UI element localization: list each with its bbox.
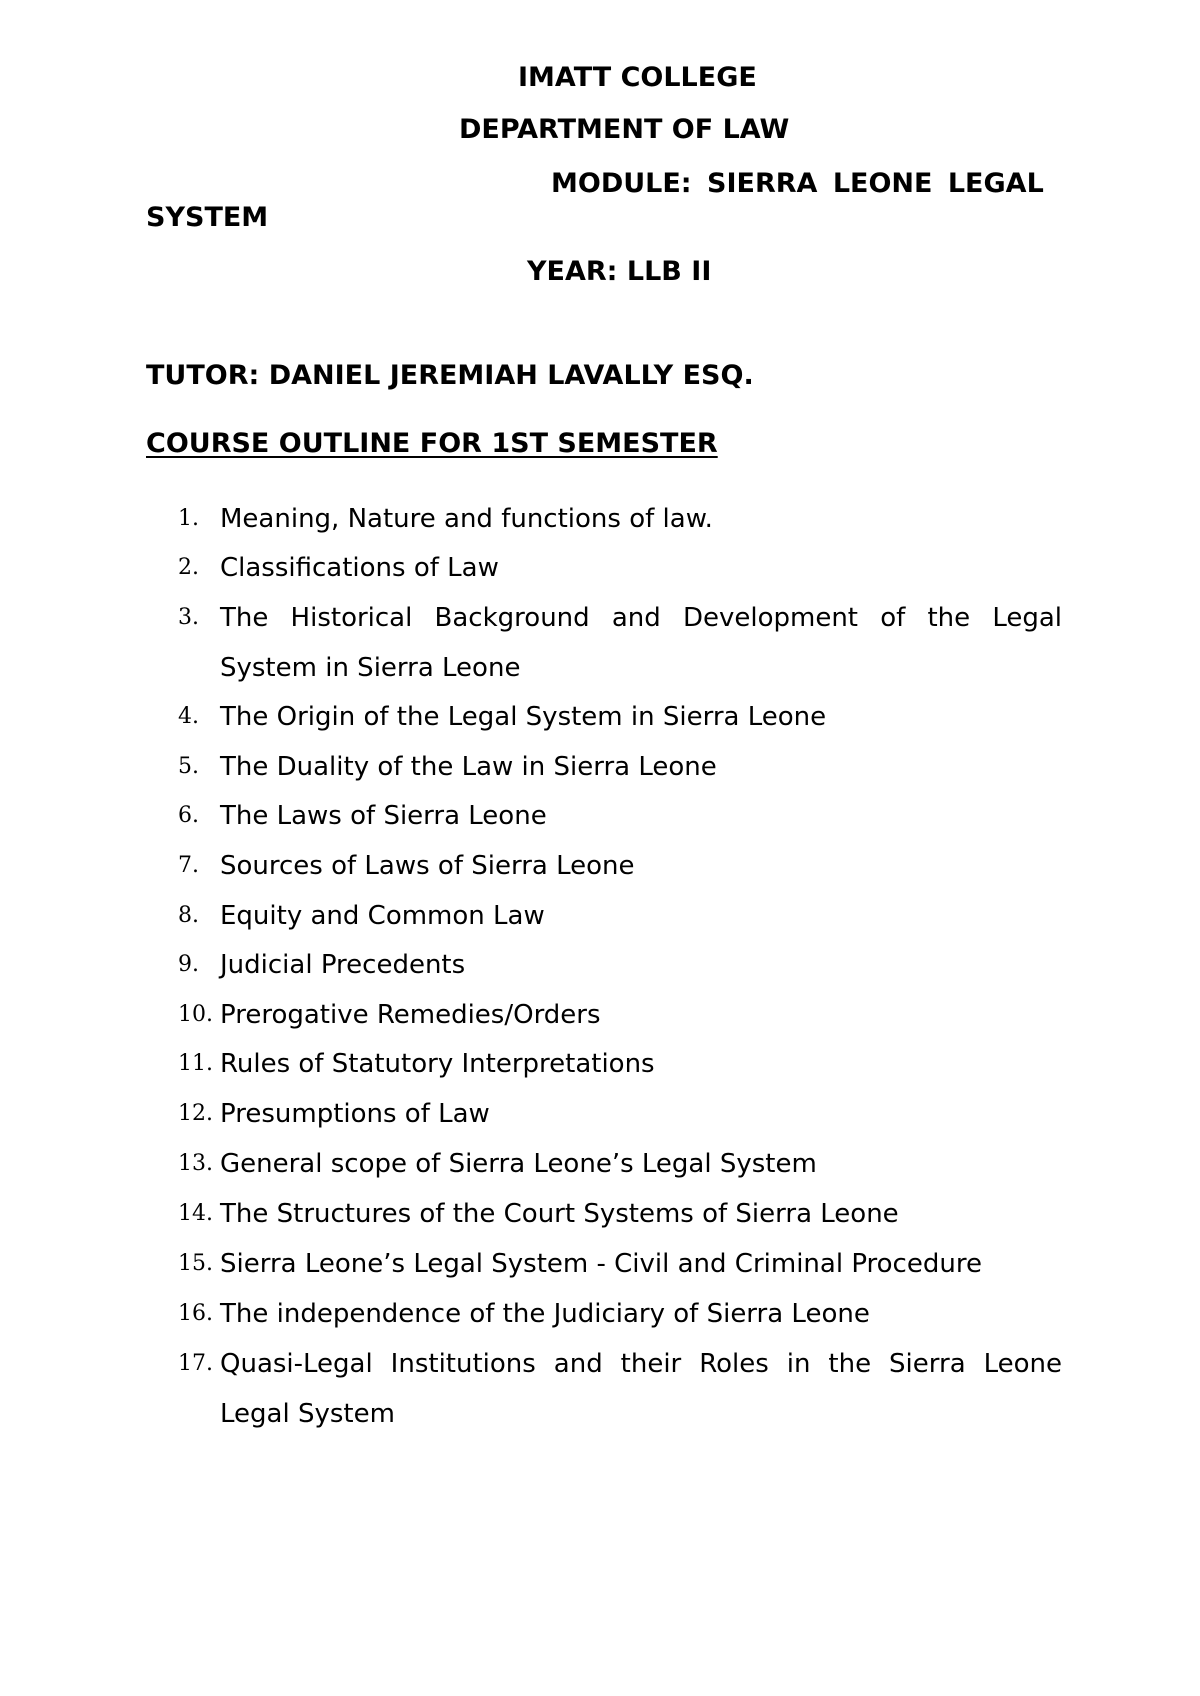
list-item-number: 3. [178, 605, 199, 630]
list-item-text: Rules of Statutory Interpretations [220, 1049, 655, 1079]
list-item-text: The independence of the Judiciary of Sierra Leone [220, 1299, 870, 1329]
tutor-name: TUTOR: DANIEL JEREMIAH LAVALLY ESQ. [146, 360, 754, 391]
list-item-number: 4. [178, 704, 199, 729]
list-item-text: Meaning, Nature and functions of law. [220, 504, 713, 534]
list-item-text: The Structures of the Court Systems of Sierra Leone [220, 1199, 899, 1229]
list-item-number: 2. [178, 555, 199, 580]
list-item-text: The Historical Background and Development of the Legal System in Sierra Leone [220, 603, 1062, 683]
list-item-text: General scope of Sierra Leone’s Legal System [220, 1149, 817, 1179]
department-name: DEPARTMENT OF LAW [459, 114, 790, 145]
list-item-text: The Laws of Sierra Leone [220, 801, 547, 831]
list-item-number: 7. [178, 853, 199, 878]
list-item-number: 16. [178, 1301, 213, 1326]
list-item-number: 13. [178, 1151, 213, 1176]
list-item-text: The Origin of the Legal System in Sierra Leone [220, 702, 827, 732]
list-item-number: 11. [178, 1051, 213, 1076]
list-item-number: 9. [178, 952, 199, 977]
list-item-text: Classifications of Law [220, 553, 499, 583]
college-name: IMATT COLLEGE [518, 62, 757, 93]
list-item-text: Prerogative Remedies/Orders [220, 1000, 601, 1030]
list-item-number: 1. [178, 506, 199, 531]
list-item-text: Presumptions of Law [220, 1099, 490, 1129]
course-outline-heading: COURSE OUTLINE FOR 1ST SEMESTER [146, 428, 718, 459]
list-item-text: Sierra Leone’s Legal System - Civil and Criminal Procedure [220, 1249, 982, 1279]
module-title-continued: SYSTEM [146, 202, 269, 233]
list-item-text: Judicial Precedents [220, 950, 466, 980]
list-item-number: 12. [178, 1101, 213, 1126]
module-title: MODULE: SIERRA LEONE LEGAL [551, 168, 1044, 199]
list-item-text: Quasi-Legal Institutions and their Roles in the Sierra Leone Legal System [220, 1349, 1062, 1429]
list-item-number: 10. [178, 1002, 213, 1027]
list-item-number: 8. [178, 903, 199, 928]
list-item-number: 5. [178, 754, 199, 779]
list-item-number: 6. [178, 803, 199, 828]
list-item-text: The Duality of the Law in Sierra Leone [220, 752, 717, 782]
list-item-number: 15. [178, 1251, 213, 1276]
list-item-text: Equity and Common Law [220, 901, 545, 931]
year-label: YEAR: LLB II [527, 256, 712, 287]
list-item-number: 17. [178, 1351, 213, 1376]
list-item-text: Sources of Laws of Sierra Leone [220, 851, 635, 881]
list-item-number: 14. [178, 1201, 213, 1226]
